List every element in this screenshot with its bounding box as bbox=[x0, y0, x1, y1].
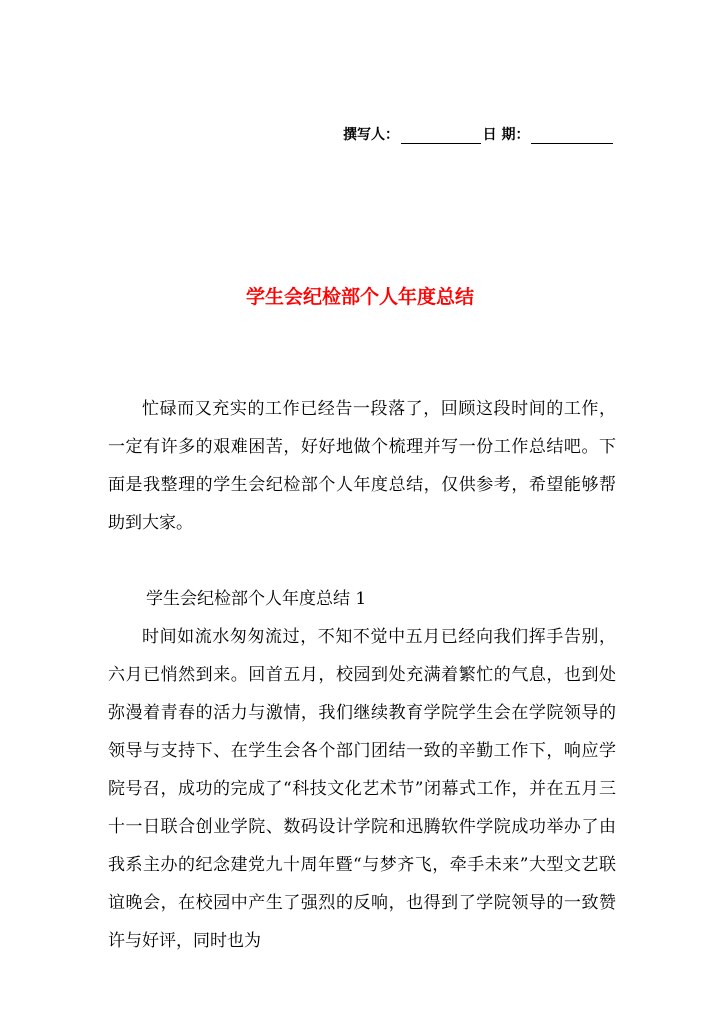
date-label: 日 期： bbox=[482, 127, 530, 143]
section-heading: 学生会纪检部个人年度总结 1 bbox=[146, 589, 367, 609]
intro-paragraph: 忙碌而又充实的工作已经告一段落了，回顾这段时间的工作，一定有许多的艰难困苦，好好地做个梳理并写一份工作总结吧。下面是我整理的学生会纪检部个人年度总结，仅供参考，希望能够帮助到大家。 bbox=[108, 399, 616, 533]
author-label: 撰写人： bbox=[343, 127, 399, 143]
document-header bbox=[343, 124, 613, 144]
author-blank-line bbox=[401, 129, 481, 144]
section-paragraph: 时间如流水匆匆流过，不知不觉中五月已经向我们挥手告别，六月已悄然到来。回首五月，校园到处充满着繁忙的气息，也到处弥漫着青春的活力与激情，我们继续教育学院学生会在学院领导的领导与支持下、在学生会各个部门团结一致的辛勤工作下，响应学院号召，成功的完成了“科技文化艺术节”闭幕式工作，并在五月三十一日联合创业学院、数码设计学院和迅腾软件学院成功举办了由我系主办的纪念建党九十周年暨“与梦齐飞，牵手未来”大型文艺联谊晚会，在校园中产生了强烈的反响，也得到了学院领导的一致赞许与好评，同时也为 bbox=[108, 627, 616, 951]
document-title: 学生会纪检部个人年度总结 bbox=[245, 286, 474, 308]
date-blank-line bbox=[531, 129, 613, 144]
